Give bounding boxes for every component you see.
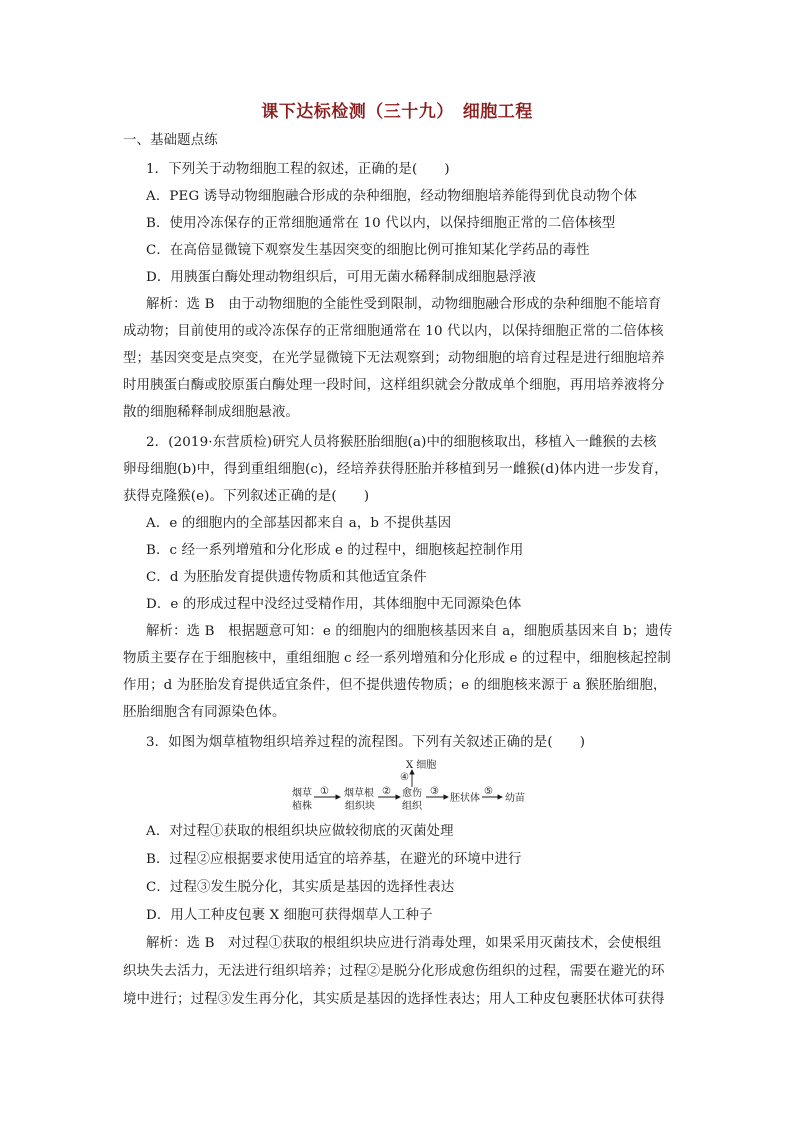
flow-step-5: ⑤ xyxy=(484,786,493,797)
question-3-option-a: A．对过程①获取的根组织块应做较彻底的灭菌处理 xyxy=(146,824,454,839)
question-1-analysis-line: 型；基因突变是点突变，在光学显微镜下无法观察到；动物细胞的培育过程是进行细胞培养 xyxy=(123,351,665,366)
flow-node-root-tissue-line2: 组织块 xyxy=(345,801,375,812)
question-1-analysis-line: 时用胰蛋白酶或胶原蛋白酶处理一段时间，这样组织就会分散成单个细胞，再用培养液将分 xyxy=(123,378,665,393)
page-title: 课下达标检测（三十九） 细胞工程 xyxy=(261,102,533,122)
question-1-option-a: A．PEG 诱导动物细胞融合形成的杂种细胞，经动物细胞培养能得到优良动物个体 xyxy=(146,189,637,204)
question-1-analysis-line: 解析：选 B 由于动物细胞的全能性受到限制，动物细胞融合形成的杂种细胞不能培育 xyxy=(146,297,662,312)
question-1-option-d: D．用胰蛋白酶处理动物组织后，可用无菌水稀释制成细胞悬浮液 xyxy=(146,270,537,285)
question-2-stem-line: 卵母细胞(b)中，得到重组细胞(c)，经培养获得胚胎并移植到另一雌猴(d)体内进一步发育， xyxy=(123,462,668,477)
question-3-analysis-line: 境中进行；过程③发生再分化，其实质是基因的选择性表达；用人工种皮包裹胚状体可获得 xyxy=(123,992,665,1007)
flow-node-tobacco-plant-line2: 植株 xyxy=(292,801,312,812)
question-2-option-d: D．e 的形成过程中没经过受精作用，其体细胞中无同源染色体 xyxy=(146,597,522,612)
question-1-option-c: C．在高倍显微镜下观察发生基因突变的细胞比例可推知某化学药品的毒性 xyxy=(146,243,590,258)
question-2-stem-line: 2．(2019·东营质检)研究人员将猴胚胎细胞(a)中的细胞核取出，移植入一雌猴的去核 xyxy=(146,435,657,450)
flow-step-2: ② xyxy=(382,786,391,797)
question-1-analysis-line: 成动物；目前使用的或冷冻保存的正常细胞通常在 10 代以内，以保持细胞正常的二倍体核 xyxy=(123,324,664,339)
question-3-option-d: D．用人工种皮包裹 X 细胞可获得烟草人工种子 xyxy=(146,908,433,923)
question-1-option-b: B．使用冷冻保存的正常细胞通常在 10 代以内，以保持细胞正常的二倍体核型 xyxy=(146,216,616,231)
question-3-analysis-line: 解析：选 B 对过程①获取的根组织块应进行消毒处理，如果采用灭菌技术，会使根组 xyxy=(146,936,662,951)
flow-node-root-tissue: 烟草根 xyxy=(344,788,374,799)
section-heading: 一、基础题点练 xyxy=(123,133,218,148)
question-1-stem: 1．下列关于动物细胞工程的叙述，正确的是( ) xyxy=(146,162,450,177)
flow-node-embryoid: 胚状体 xyxy=(450,793,480,804)
flow-node-callus-line2: 组织 xyxy=(402,801,422,812)
question-2-analysis-line: 解析：选 B 根据题意可知：e 的细胞内的细胞核基因来自 a，细胞质基因来自 b；遗传 xyxy=(146,624,673,639)
flow-step-1: ① xyxy=(320,786,329,797)
question-2-analysis-line: 胚胎细胞含有同源染色体。 xyxy=(123,705,286,720)
flow-step-4: ④ xyxy=(400,772,409,783)
flowchart-svg xyxy=(292,760,532,812)
question-3-analysis-line: 织块失去活力，无法进行组织培养；过程②是脱分化形成愈伤组织的过程，需要在避光的环 xyxy=(123,964,665,979)
question-2-stem-line: 获得克隆猴(e)。下列叙述正确的是( ) xyxy=(123,489,370,504)
question-2-option-b: B．c 经一系列增殖和分化形成 e 的过程中，细胞核起控制作用 xyxy=(146,543,524,558)
flow-step-3: ③ xyxy=(430,786,439,797)
question-2-option-a: A．e 的细胞内的全部基因都来自 a，b 不提供基因 xyxy=(146,516,452,531)
question-1-analysis-line: 散的细胞稀释制成细胞悬液。 xyxy=(123,405,300,420)
question-2-option-c: C．d 为胚胎发育提供遗传物质和其他适宜条件 xyxy=(146,570,427,585)
question-2-analysis-line: 物质主要存在于细胞核中，重组细胞 c 经一系列增殖和分化形成 e 的过程中，细胞核起控制 xyxy=(123,651,671,666)
flow-node-seedling: 幼苗 xyxy=(505,793,525,804)
question-2-analysis-line: 作用；d 为胚胎发育提供适宜条件，但不提供遗传物质；e 的细胞核来源于 a 猴胚胎细胞， xyxy=(123,678,667,693)
flow-node-tobacco-plant: 烟草 xyxy=(292,788,312,799)
question-3-option-b: B．过程②应根据要求使用适宜的培养基，在避光的环境中进行 xyxy=(146,852,522,867)
question-3-stem: 3．如图为烟草植物组织培养过程的流程图。下列有关叙述正确的是( ) xyxy=(146,735,586,750)
flow-node-callus: 愈伤 xyxy=(402,788,422,799)
question-3-option-c: C．过程③发生脱分化，其实质是基因的选择性表达 xyxy=(146,880,455,895)
flow-node-x-cell: X 细胞 xyxy=(406,760,437,771)
tissue-culture-flowchart xyxy=(292,760,532,812)
